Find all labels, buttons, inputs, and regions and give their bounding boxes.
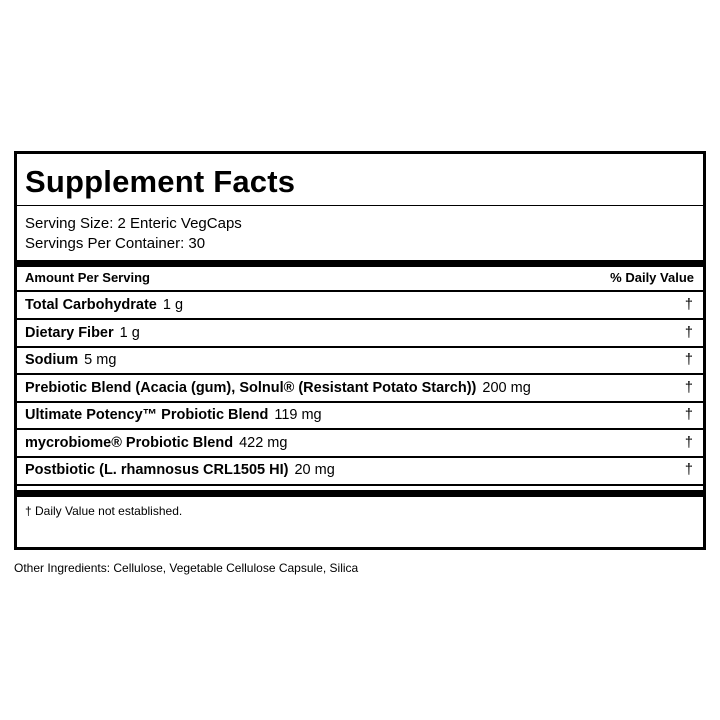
other-ingredients: Other Ingredients: Cellulose, Vegetable Cellulose Capsule, Silica — [14, 561, 359, 575]
amount-per-serving-header: Amount Per Serving — [25, 270, 150, 285]
nutrient-row — [17, 292, 703, 318]
supplement-facts-panel — [14, 151, 706, 550]
nutrient-amount: 200 mg — [482, 380, 531, 396]
nutrient-daily-value: † — [684, 325, 693, 341]
nutrient-amount: 5 mg — [84, 352, 117, 368]
nutrient-name: mycrobiome® Probiotic Blend 422 mg — [25, 435, 288, 451]
nutrient-amount: 20 mg — [294, 462, 335, 478]
nutrient-row — [17, 457, 703, 483]
footnote: † Daily Value not established. — [25, 504, 183, 518]
nutrient-daily-value: † — [684, 297, 693, 313]
nutrient-row — [17, 347, 703, 373]
nutrient-amount: 422 mg — [239, 435, 288, 451]
nutrient-name: Postbiotic (L. rhamnosus CRL1505 HI) 20 mg — [25, 462, 335, 478]
nutrient-row — [17, 402, 703, 428]
label-title: Supplement Facts — [25, 164, 296, 199]
nutrient-row — [17, 430, 703, 456]
nutrient-amount: 1 g — [119, 325, 140, 341]
nutrient-daily-value: † — [684, 352, 693, 368]
daily-value-header: % Daily Value — [610, 270, 694, 285]
nutrient-daily-value: † — [684, 380, 693, 396]
nutrient-name: Dietary Fiber 1 g — [25, 325, 140, 341]
nutrient-name: Ultimate Potency™ Probiotic Blend 119 mg — [25, 407, 322, 423]
nutrient-name: Sodium 5 mg — [25, 352, 117, 368]
nutrient-daily-value: † — [684, 462, 693, 478]
nutrient-row — [17, 320, 703, 346]
servings-per-container: Servings Per Container: 30 — [25, 235, 206, 252]
nutrient-daily-value: † — [684, 407, 693, 423]
nutrient-amount: 1 g — [162, 297, 184, 313]
nutrient-name: Total Carbohydrate 1 g — [25, 297, 184, 313]
divider — [17, 484, 703, 486]
divider — [17, 205, 703, 206]
nutrient-name: Prebiotic Blend (Acacia (gum), Solnul® (Resistant Potato Starch)) 200 mg — [25, 380, 531, 396]
thick-divider — [17, 490, 703, 497]
nutrient-amount: 119 mg — [274, 407, 322, 423]
nutrient-row — [17, 375, 703, 401]
thick-divider — [17, 260, 703, 267]
nutrient-daily-value: † — [684, 435, 693, 451]
serving-size: Serving Size: 2 Enteric VegCaps — [25, 215, 242, 232]
